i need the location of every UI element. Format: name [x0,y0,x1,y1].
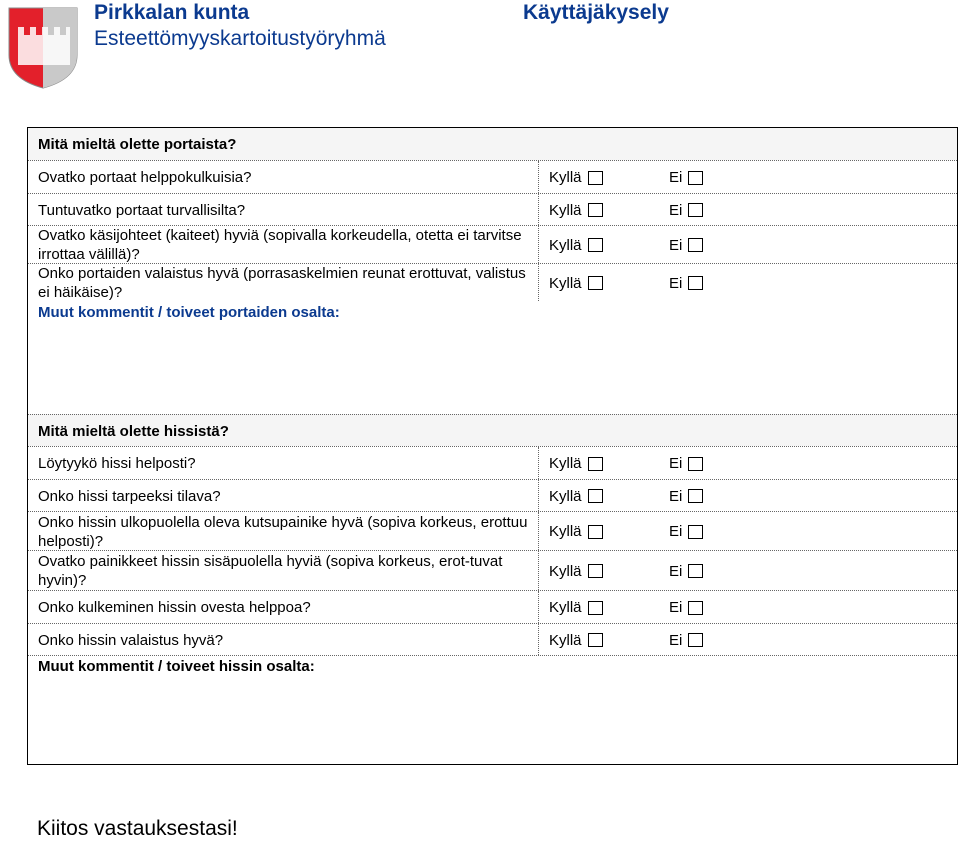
no-option[interactable] [669,480,703,512]
yes-label: Kyllä [549,487,582,505]
column-divider [538,161,539,193]
no-checkbox[interactable] [688,564,703,578]
question-text: Onko portaiden valaistus hyvä (porrasaskelmien reunat erottuvat, valistus ei häikäise)? [38,265,526,301]
yes-label: Kyllä [549,631,582,649]
thank-you-message: Kiitos vastauksestasi! [37,817,238,840]
column-divider [538,226,539,263]
yes-label: Kyllä [549,274,582,292]
no-option[interactable] [669,551,703,591]
yes-label: Kyllä [549,455,582,472]
yes-label: Kyllä [549,236,582,254]
no-label: Ei [669,562,683,580]
question-text: Tuntuvatko portaat turvallisilta? [38,201,246,219]
elevator-heading: Mitä mieltä olette hissistä? [38,422,229,440]
question-row [28,479,957,511]
yes-label: Kyllä [549,523,582,540]
no-checkbox[interactable] [688,489,703,503]
question-row [28,446,957,479]
no-label: Ei [669,169,683,186]
no-checkbox[interactable] [688,525,703,539]
yes-option[interactable] [549,194,603,226]
no-label: Ei [669,274,683,292]
column-divider [538,551,539,590]
column-divider [538,447,539,479]
yes-checkbox[interactable] [588,203,603,217]
yes-label: Kyllä [549,562,582,580]
column-divider [538,591,539,623]
stairs-comment-area[interactable] [28,301,957,414]
organization-name: Pirkkalan kunta [94,1,250,24]
yes-option[interactable] [549,226,603,264]
no-checkbox[interactable] [688,203,703,217]
yes-label: Kyllä [549,599,582,616]
question-text: Ovatko käsijohteet (kaiteet) hyviä (sopivalla korkeudella, otetta ei tarvitse irrottaa välillä)? [38,227,522,263]
yes-checkbox[interactable] [588,564,603,578]
yes-checkbox[interactable] [588,633,603,647]
column-divider [538,512,539,550]
question-text: Onko hissin ulkopuolella oleva kutsupainike hyvä (sopiva korkeus, erottuu helposti)? [38,513,528,550]
yes-option[interactable] [549,551,603,591]
yes-option[interactable] [549,447,603,480]
no-label: Ei [669,631,683,649]
question-text: Onko hissi tarpeeksi tilava? [38,487,221,505]
column-divider [538,194,539,225]
elevator-heading-row [28,414,957,446]
yes-option[interactable] [549,480,603,512]
no-checkbox[interactable] [688,601,703,615]
yes-checkbox[interactable] [588,276,603,290]
no-label: Ei [669,236,683,254]
column-divider [538,480,539,511]
yes-option[interactable] [549,161,603,194]
no-option[interactable] [669,591,703,624]
no-label: Ei [669,523,683,540]
no-label: Ei [669,201,683,219]
document-title: Käyttäjäkysely [523,1,669,24]
question-text: Onko kulkeminen hissin ovesta helppoa? [38,599,311,616]
no-checkbox[interactable] [688,633,703,647]
elevator-comment-label: Muut kommentit / toiveet hissin osalta: [38,658,315,675]
column-divider [538,624,539,655]
yes-label: Kyllä [549,201,582,219]
yes-label: Kyllä [549,169,582,186]
question-row [28,263,957,301]
no-option[interactable] [669,226,703,264]
no-option[interactable] [669,194,703,226]
survey-form [27,127,958,765]
stairs-comment-label: Muut kommentit / toiveet portaiden osalta: [38,304,340,321]
no-checkbox[interactable] [688,457,703,471]
pirkkala-coat-of-arms-logo [6,5,80,90]
yes-checkbox[interactable] [588,457,603,471]
yes-checkbox[interactable] [588,601,603,615]
question-row [28,623,957,655]
column-divider [538,264,539,301]
yes-option[interactable] [549,624,603,656]
elevator-comment-area[interactable] [28,655,957,765]
question-text: Löytyykö hissi helposti? [38,455,196,472]
question-row [28,511,957,550]
stairs-heading-row [28,128,957,160]
no-checkbox[interactable] [688,238,703,252]
no-option[interactable] [669,624,703,656]
yes-checkbox[interactable] [588,238,603,252]
no-label: Ei [669,487,683,505]
yes-option[interactable] [549,512,603,551]
no-label: Ei [669,455,683,472]
question-row [28,193,957,225]
stairs-heading: Mitä mieltä olette portaista? [38,135,237,153]
no-checkbox[interactable] [688,171,703,185]
yes-checkbox[interactable] [588,171,603,185]
question-text: Ovatko portaat helppokulkuisia? [38,169,252,186]
no-option[interactable] [669,161,703,194]
no-label: Ei [669,599,683,616]
question-row [28,225,957,263]
no-option[interactable] [669,447,703,480]
yes-checkbox[interactable] [588,489,603,503]
question-text: Ovatko painikkeet hissin sisäpuolella hyviä (sopiva korkeus, erot-tuvat hyvin)? [38,553,503,589]
yes-option[interactable] [549,264,603,302]
yes-checkbox[interactable] [588,525,603,539]
no-option[interactable] [669,512,703,551]
no-option[interactable] [669,264,703,302]
question-row [28,550,957,590]
question-row [28,590,957,623]
no-checkbox[interactable] [688,276,703,290]
yes-option[interactable] [549,591,603,624]
organization-subtitle: Esteettömyyskartoitustyöryhmä [94,27,386,50]
question-text: Onko hissin valaistus hyvä? [38,631,224,649]
question-row [28,160,957,193]
